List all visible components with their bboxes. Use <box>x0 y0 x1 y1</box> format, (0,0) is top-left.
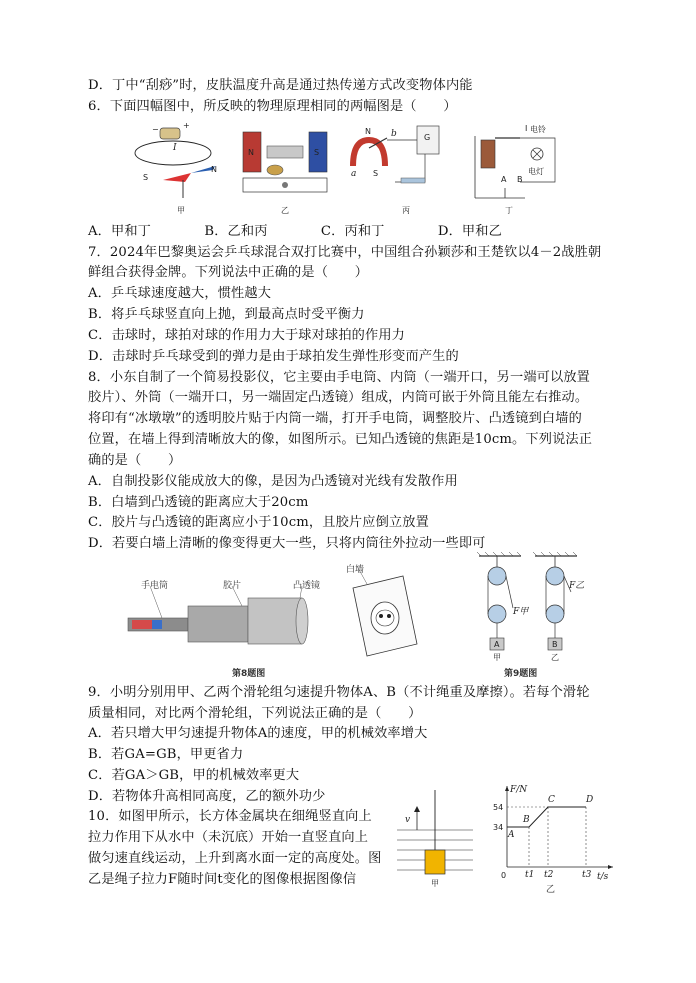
text-line: 确的是（ ） <box>88 453 182 468</box>
question-6-stem: 6．下面四幅图中，所反映的物理原理相同的两幅图是（ ） <box>88 99 457 114</box>
option-b: B．白墙到凸透镜的距离应大于20cm <box>88 495 309 510</box>
figure-8-caption: 第8题图 <box>232 669 266 679</box>
force-yi-label: F乙 <box>569 581 585 591</box>
figure-6 <box>125 118 565 218</box>
text-line: 位置，在墙上得到清晰放大的像，如图所示。已知凸透镜的焦距是10cm。下列说法正 <box>88 432 593 447</box>
lamp-label: 电灯 <box>528 167 544 176</box>
question-8-stem: 8．小东自制了一个简易投影仪，它主要由手电筒、内筒（一端开口，另一端可以放置 <box>88 370 591 385</box>
text-line: 质量相同，对比两个滑轮组，下列说法正确的是（ ） <box>88 706 422 721</box>
question-10-stem: 10．如图甲所示，长方体金属块在细绳竖直向上 <box>88 809 372 824</box>
label-bing: 丙 <box>402 206 410 215</box>
option-b: B．将乒乓球竖直向上抛，到最高点时受平衡力 <box>88 307 365 322</box>
svg-text:G: G <box>424 133 431 142</box>
option-c: C．胶片与凸透镜的距离应小于10cm，且胶片应倒立放置 <box>88 515 429 530</box>
svg-text:S: S <box>314 148 320 157</box>
pulley-jia-label: 甲 <box>493 653 501 662</box>
block-a-label: A <box>494 640 500 649</box>
north-label: N <box>365 127 371 136</box>
option-c: C．若GA＞GB，甲的机械效率更大 <box>88 768 300 783</box>
option-d: D．击球时乒乓球受到的弹力是由于球拍发生弹性形变而产生的 <box>88 349 459 364</box>
south-label: S <box>143 173 149 182</box>
figure-10-graph <box>493 782 618 882</box>
flashlight-label: 手电筒 <box>141 581 169 591</box>
terminal-a-label: A <box>501 175 507 184</box>
text-line: 胶片）、外筒（一端开口，另一端固定凸透镜）组成，内筒可嵌于外筒且能左右推动。 <box>88 390 589 405</box>
force-jia-label: F甲 <box>513 607 529 617</box>
north-label: N <box>211 165 217 174</box>
option-d: D．若要白墙上清晰的像变得更大一些，只将内筒往外拉动一些即可 <box>88 536 486 551</box>
film-label: 胶片 <box>223 581 242 591</box>
bell-label: 电铃 <box>530 125 546 134</box>
fig10-jia-label: 甲 <box>431 879 439 888</box>
current-label: I <box>173 143 177 153</box>
figure-9-caption: 第9题图 <box>504 669 538 679</box>
text-line: 将印有“冰墩墩”的透明胶片贴于内筒一端，打开手电筒，调整胶片、凸透镜到白墙的 <box>88 411 582 426</box>
option-a: A．若只增大甲匀速提升物体A的速度，甲的机械效率增大 <box>88 726 428 741</box>
point-a-label: A <box>508 830 515 840</box>
point-d-label: D <box>586 795 594 805</box>
point-c-label: C <box>548 795 555 805</box>
label-yi: 乙 <box>281 206 289 215</box>
question-9-stem: 9．小明分别用甲、乙两个滑轮组匀速提升物体A、B（不计绳重及摩擦）。若每个滑轮 <box>88 685 590 700</box>
text-line: 鲜组合获得金牌。下列说法中正确的是（ ） <box>88 265 369 280</box>
option-d: D．若物体升高相同高度，乙的额外功少 <box>88 789 326 804</box>
label-ding: 丁 <box>505 206 513 215</box>
text-line: 拉力作用下从水中（未沉底）开始一直竖直向上 <box>88 830 369 845</box>
fig6-yi-diagram <box>243 132 327 192</box>
option-c: C．击球时，球拍对球的作用力大于球对球拍的作用力 <box>88 328 406 343</box>
option-a: A．乒乓球速度越大，惯性越大 <box>88 286 272 301</box>
origin-label: 0 <box>501 871 507 880</box>
figure-9-pulleys <box>475 552 585 667</box>
question-7-stem: 7．2024年巴黎奥运会乒乓球混合双打比赛中，中国组合孙颖莎和王楚钦以4－2战胜朝 <box>88 245 602 260</box>
terminal-b-label: B <box>517 175 523 184</box>
figure-10-jia <box>395 790 475 890</box>
question-6-options: A．甲和丁 B．乙和丙 C．丙和丁 D．甲和乙 <box>88 224 502 239</box>
svg-text:N: N <box>248 148 254 157</box>
wire-b-label: b <box>391 129 397 139</box>
svg-text:+: + <box>183 121 190 130</box>
t2-label: t2 <box>544 870 554 880</box>
x-axis-label: t/s <box>597 872 609 882</box>
t1-label: t1 <box>525 870 535 880</box>
y-tick-34: 34 <box>493 823 504 832</box>
fig6-bing-diagram <box>351 126 439 183</box>
svg-text:I: I <box>525 124 528 133</box>
text-line: 做匀速直线运动，上升到离水面一定的高度处。图 <box>88 851 382 866</box>
svg-text:−: − <box>152 125 159 134</box>
fig6-jia-diagram <box>135 121 217 198</box>
text-line: D．丁中“刮痧”时，皮肤温度升高是通过热传递方式改变物体内能 <box>88 78 473 93</box>
text-line: 乙是绳子拉力F随时间t变化的图像根据图像信 <box>88 872 357 887</box>
fig6-ding-diagram <box>475 124 555 198</box>
option-b: B．若GA=GB，甲更省力 <box>88 747 244 762</box>
t3-label: t3 <box>582 870 592 880</box>
y-tick-54: 54 <box>493 803 504 812</box>
wall-label: 白墙 <box>346 565 365 575</box>
velocity-label: v <box>405 815 411 825</box>
label-jia: 甲 <box>177 206 185 215</box>
y-axis-label: F/N <box>510 785 528 795</box>
option-a: A．自制投影仪能成放大的像，是因为凸透镜对光线有发散作用 <box>88 474 458 489</box>
fig10-yi-label: 乙 <box>546 885 556 895</box>
point-b-label: B <box>523 815 530 825</box>
south-label: S <box>373 169 379 178</box>
lens-label: 凸透镜 <box>293 581 321 591</box>
wire-a-label: a <box>351 169 357 179</box>
pulley-yi-label: 乙 <box>551 653 559 662</box>
block-b-label: B <box>552 640 558 649</box>
